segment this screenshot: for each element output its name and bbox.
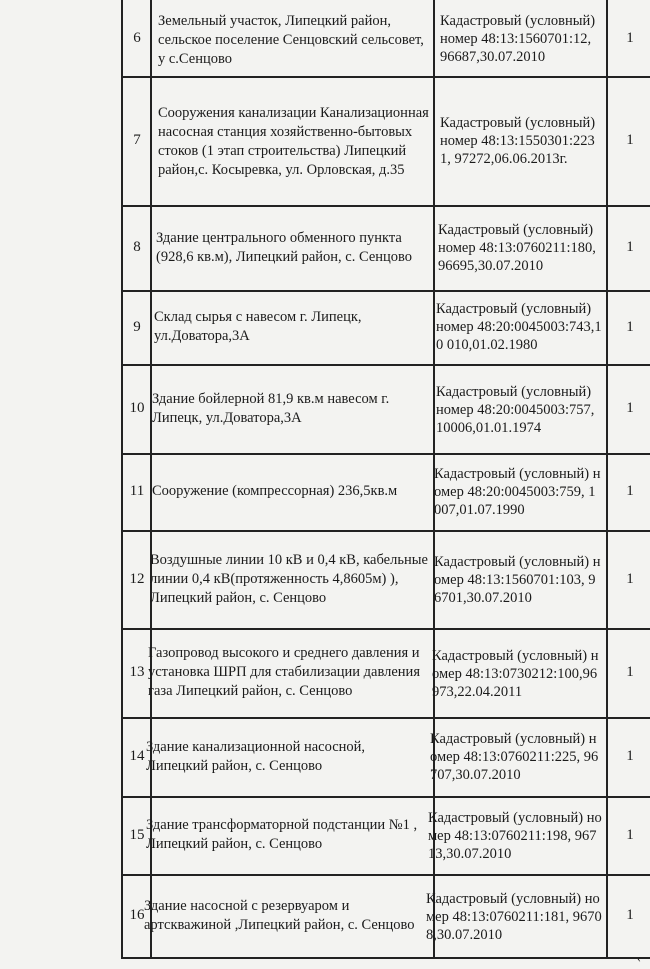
row-qty: 1 xyxy=(626,483,634,499)
row-number: 15 xyxy=(129,826,145,843)
row-number: 6 xyxy=(133,29,141,46)
row-description: Воздушные линии 10 кВ и 0,4 кВ, кабельные линии 0,4 кВ(протяженность 4,8605м) ), Липецкий район, с. Сенцово xyxy=(150,551,428,606)
row-number: 11 xyxy=(129,483,145,499)
page-edge-mark: ‹ xyxy=(637,951,641,965)
row-description: Земельный участок, Липецкий район, сельское поселение Сенцовский сельсовет, у с.Сенцово xyxy=(158,12,424,67)
row-divider xyxy=(121,957,650,959)
row-description: Газопровод высокого и среднего давления и установка ШРП для стабилизации давления газа Липецкий район, с. Сенцово xyxy=(148,645,420,699)
row-description: Здание насосной с резервуаром и артскважиной ,Липецкий район, с. Сенцово xyxy=(144,897,415,933)
row-cadastral: Кадастровый (условный) номер 48:20:0045003:757, 10006,01.01.1974 xyxy=(436,383,595,436)
row-cadastral: Кадастровый (условный) номер 48:13:0730212:100,96 973,22.04.2011 xyxy=(432,647,599,700)
row-qty: 1 xyxy=(626,570,634,587)
table-divider-qty xyxy=(606,0,608,958)
row-number: 13 xyxy=(129,664,145,680)
row-qty: 1 xyxy=(626,239,634,255)
row-cadastral: Кадастровый (условный) номер 48:13:0760211:181, 96708,30.07.2010 xyxy=(426,890,602,943)
row-cadastral: Кадастровый (условный) номер 48:13:0760211:180, 96695,30.07.2010 xyxy=(438,222,596,274)
row-cadastral: Кадастровый (условный) номер 48:13:0760211:198, 96713,30.07.2010 xyxy=(428,810,602,862)
row-qty: 1 xyxy=(626,318,634,335)
row-qty: 1 xyxy=(626,29,634,46)
row-qty: 1 xyxy=(626,748,634,764)
row-number: 10 xyxy=(129,400,145,416)
row-qty: 1 xyxy=(626,132,634,148)
row-number: 14 xyxy=(129,748,145,764)
row-number: 9 xyxy=(133,318,141,335)
row-cadastral: Кадастровый (условный) номер 48:13:1560701:12, 96687,30.07.2010 xyxy=(440,13,596,65)
row-number: 7 xyxy=(133,132,141,148)
row-qty: 1 xyxy=(626,826,634,843)
row-description: Сооружение (компрессорная) 236,5кв.м xyxy=(152,483,398,499)
row-number: 16 xyxy=(129,907,145,923)
row-cadastral: Кадастровый (условный) номер 48:20:0045003:759, 1007,01.07.1990 xyxy=(434,465,601,518)
row-number: 12 xyxy=(129,570,145,587)
row-qty: 1 xyxy=(626,400,634,416)
row-number: 8 xyxy=(133,239,141,255)
row-description: Здание бойлерной 81,9 кв.м навесом г. Липецк, ул.Доватора,3А xyxy=(152,390,390,426)
row-description: Сооружения канализации Канализационная насосная станция хозяйственно-бытовых стоков (1 этап строительства) Липецкий район,с. Косыревка, ул. Орловская, д.35 xyxy=(158,104,429,178)
row-description: Здание трансформаторной подстанции №1 , Липецкий район, с. Сенцово xyxy=(146,817,418,852)
row-cadastral: Кадастровый (условный) номер 48:20:0045003:743,10 010,01.02.1980 xyxy=(436,301,602,353)
row-cadastral: Кадастровый (условный) номер 48:13:1550301:2231, 97272,06.06.2013г. xyxy=(440,114,596,167)
row-qty: 1 xyxy=(626,664,634,680)
row-description: Здание канализационной насосной, Липецкий район, с. Сенцово xyxy=(146,738,366,774)
row-description: Здание центрального обменного пункта (928,6 кв.м), Липецкий район, с. Сенцово xyxy=(156,229,413,265)
row-qty: 1 xyxy=(626,907,634,923)
row-cadastral: Кадастровый (условный) номер 48:13:1560701:103, 96701,30.07.2010 xyxy=(434,554,601,606)
row-description: Склад сырья с навесом г. Липецк, ул.Доватора,3А xyxy=(154,309,362,344)
row-cadastral: Кадастровый (условный) номер 48:13:0760211:225, 96707,30.07.2010 xyxy=(430,730,599,783)
row-divider xyxy=(121,76,650,78)
